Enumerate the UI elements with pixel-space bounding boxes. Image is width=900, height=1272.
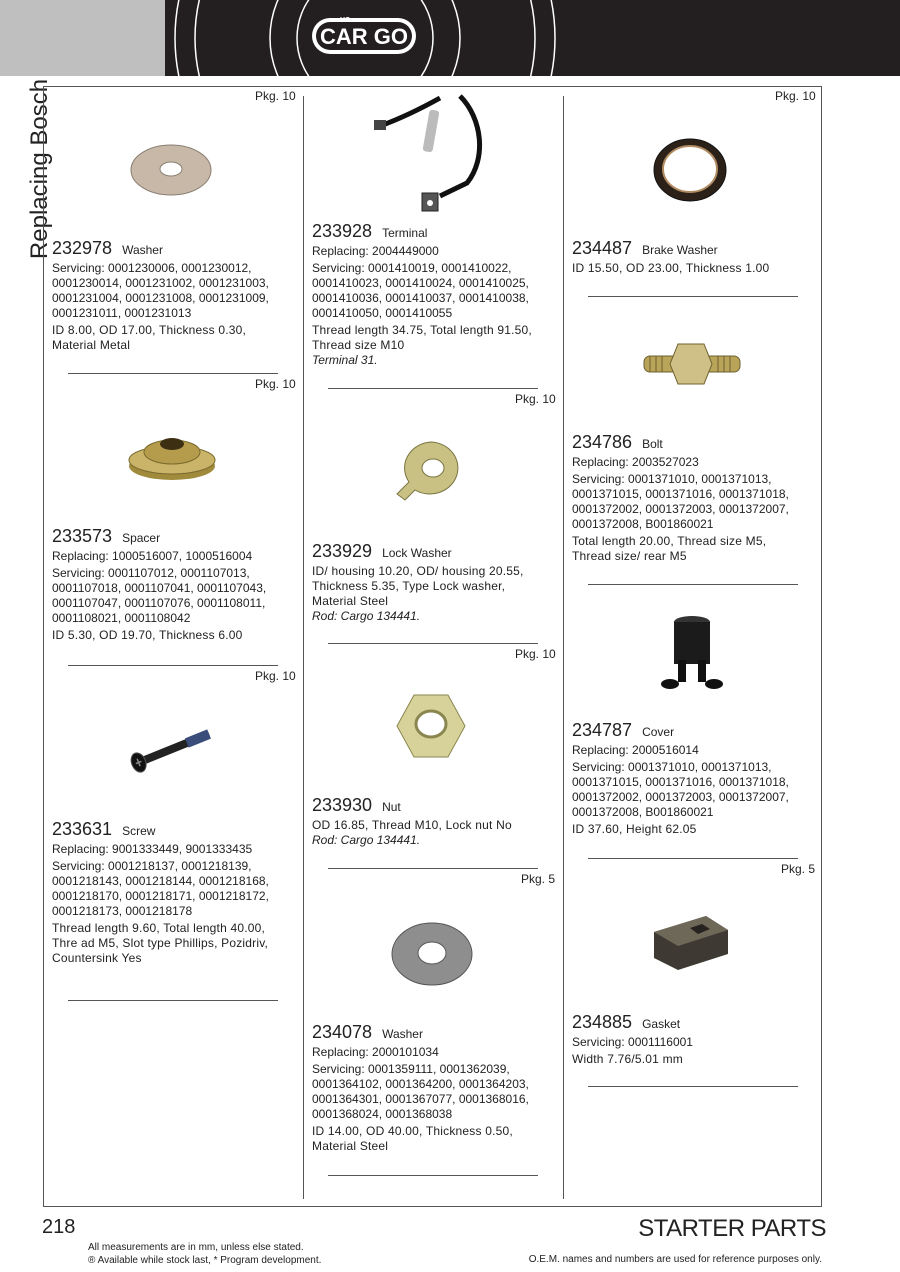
- product-number: 234787: [572, 720, 633, 740]
- product-number: 233631: [52, 819, 113, 839]
- product-name: Gasket: [642, 1017, 681, 1031]
- product-233929: [312, 541, 537, 624]
- screw-icon: [122, 724, 222, 774]
- divider: [588, 296, 798, 297]
- page-number: 218: [42, 1216, 76, 1238]
- product-234078: [312, 1022, 537, 1154]
- product-number: 232978: [52, 238, 113, 258]
- divider: [328, 643, 538, 644]
- lock-washer-icon: [395, 438, 467, 506]
- pkg-label: Pkg. 5: [781, 862, 816, 876]
- section-title: STARTER PARTS: [638, 1215, 826, 1242]
- specs: Total length 20.00, Thread size M5, Thread size/ rear M5: [572, 534, 767, 563]
- product-number: 233928: [312, 221, 373, 241]
- note: Terminal 31.: [312, 353, 378, 367]
- servicing-list: Servicing: 0001359111, 0001362039, 0001364102, 0001364200, 0001364203, 0001364301, 0001367077, 0001368016, 0001368024, 0001368038: [312, 1062, 529, 1121]
- servicing-list: Servicing: 0001371010, 0001371013, 0001371015, 0001371016, 0001371018, 0001372002, 0001372003, 0001372007, 0001372008, B001860021: [572, 760, 789, 819]
- divider: [588, 1086, 798, 1087]
- product-name: Terminal: [382, 226, 428, 240]
- product-233928: [312, 221, 537, 368]
- product-232978: [52, 238, 277, 353]
- svg-text:CAR GO: CAR GO: [320, 24, 408, 49]
- gasket-icon: [650, 914, 732, 972]
- header-bar: [0, 0, 900, 76]
- specs: Width 7.76/5.01 mm: [572, 1052, 683, 1066]
- servicing-list: Servicing: 0001218137, 0001218139, 0001218143, 0001218144, 0001218168, 0001218170, 0001218171, 0001218172, 0001218173, 0001218178: [52, 859, 269, 918]
- divider: [588, 584, 798, 585]
- column-divider-2: [563, 96, 564, 1199]
- column-divider-1: [303, 96, 304, 1199]
- divider: [68, 665, 278, 666]
- product-name: Washer: [122, 243, 163, 257]
- product-234787: [572, 720, 797, 837]
- product-number: 233573: [52, 526, 113, 546]
- pkg-label: Pkg. 10: [255, 377, 296, 391]
- product-233573: [52, 526, 277, 643]
- product-name: Screw: [122, 824, 156, 838]
- product-234487: [572, 238, 797, 276]
- divider: [328, 868, 538, 869]
- product-number: 234885: [572, 1012, 633, 1032]
- product-233930: [312, 795, 537, 848]
- hex-nut-icon: [396, 693, 466, 759]
- product-number: 233930: [312, 795, 373, 815]
- pkg-label: Pkg. 10: [515, 392, 556, 406]
- servicing-list: Servicing: 0001410019, 0001410022, 0001410023, 0001410024, 0001410025, 0001410036, 0001410037, 0001410038, 0001410050, 0001410055: [312, 261, 529, 320]
- cargo-logo-icon: [310, 12, 420, 62]
- pkg-label: Pkg. 10: [255, 89, 296, 103]
- replacing-list: Replacing: 1000516007, 1000516004: [52, 549, 253, 563]
- product-name: Cover: [642, 725, 675, 739]
- svg-text:HC: HC: [340, 17, 351, 24]
- replacing-list: Replacing: 2003527023: [572, 455, 699, 469]
- product-name: Lock Washer: [382, 546, 452, 560]
- servicing-list: Servicing: 0001371010, 0001371013, 0001371015, 0001371016, 0001371018, 0001372002, 0001372003, 0001372007, 0001372008, B001860021: [572, 472, 789, 531]
- footer-line-2: ® Available while stock last, * Program development.: [88, 1255, 322, 1266]
- replacing-list: Replacing: 9001333449, 9001333435: [52, 842, 253, 856]
- specs: ID 15.50, OD 23.00, Thickness 1.00: [572, 261, 770, 275]
- replacing-list: Replacing: 2000101034: [312, 1045, 439, 1059]
- replacing-list: Replacing: 2000516014: [572, 743, 699, 757]
- spacer-icon: [127, 430, 217, 482]
- specs: ID 5.30, OD 19.70, Thickness 6.00: [52, 628, 243, 642]
- product-number: 234786: [572, 432, 633, 452]
- divider: [68, 373, 278, 374]
- product-name: Nut: [382, 800, 401, 814]
- header-arcs: [0, 0, 900, 76]
- product-name: Washer: [382, 1027, 423, 1041]
- product-number: 234487: [572, 238, 633, 258]
- terminal-cable-icon: [372, 88, 492, 218]
- specs: ID 14.00, OD 40.00, Thickness 0.50, Material Steel: [312, 1124, 513, 1153]
- specs: OD 16.85, Thread M10, Lock nut No: [312, 818, 512, 832]
- pkg-label: Pkg. 10: [775, 89, 816, 103]
- divider: [68, 1000, 278, 1001]
- replacing-list: Replacing: 2004449000: [312, 244, 439, 258]
- cover-cap-icon: [660, 612, 724, 692]
- specs: Thread length 34.75, Total length 91.50, Thread size M10: [312, 323, 532, 352]
- product-name: Brake Washer: [642, 243, 718, 257]
- note: Rod: Cargo 134441.: [312, 833, 421, 847]
- product-number: 234078: [312, 1022, 373, 1042]
- specs: ID 37.60, Height 62.05: [572, 822, 697, 836]
- specs: ID/ housing 10.20, OD/ housing 20.55, Thickness 5.35, Type Lock washer, Material Steel: [312, 564, 524, 608]
- divider: [328, 388, 538, 389]
- footer-disclaimer: O.E.M. names and numbers are used for reference purposes only.: [528, 1254, 822, 1265]
- bolt-icon: [640, 338, 744, 388]
- servicing-list: Servicing: 0001230006, 0001230012, 0001230014, 0001231002, 0001231003, 0001231004, 0001231008, 0001231009, 0001231011, 0001231013: [52, 261, 269, 320]
- specs: Thread length 9.60, Total length 40.00, Thre ad M5, Slot type Phillips, Pozidriv, Countersink Yes: [52, 921, 269, 965]
- product-233631: [52, 819, 277, 966]
- steel-washer-icon: [391, 922, 473, 986]
- servicing-list: Servicing: 0001116001: [572, 1035, 693, 1049]
- footer-line-1: All measurements are in mm, unless else stated.: [88, 1242, 304, 1253]
- specs: ID 8.00, OD 17.00, Thickness 0.30, Material Metal: [52, 323, 247, 352]
- product-name: Spacer: [122, 531, 161, 545]
- flat-washer-icon: [130, 143, 212, 197]
- product-234786: [572, 432, 797, 564]
- divider: [328, 1175, 538, 1176]
- divider: [588, 858, 798, 859]
- pkg-label: Pkg. 10: [515, 647, 556, 661]
- pkg-label: Pkg. 5: [521, 872, 556, 886]
- note: Rod: Cargo 134441.: [312, 609, 421, 623]
- product-number: 233929: [312, 541, 373, 561]
- side-title: Replacing Bosch: [26, 78, 53, 260]
- product-name: Bolt: [642, 437, 663, 451]
- brake-washer-icon: [652, 137, 728, 203]
- pkg-label: Pkg. 10: [255, 669, 296, 683]
- servicing-list: Servicing: 0001107012, 0001107013, 0001107018, 0001107041, 0001107043, 0001107047, 0001107076, 0001108011, 0001108021, 0001108042: [52, 566, 267, 625]
- footer-notes: [88, 1241, 321, 1267]
- product-234885: [572, 1012, 797, 1067]
